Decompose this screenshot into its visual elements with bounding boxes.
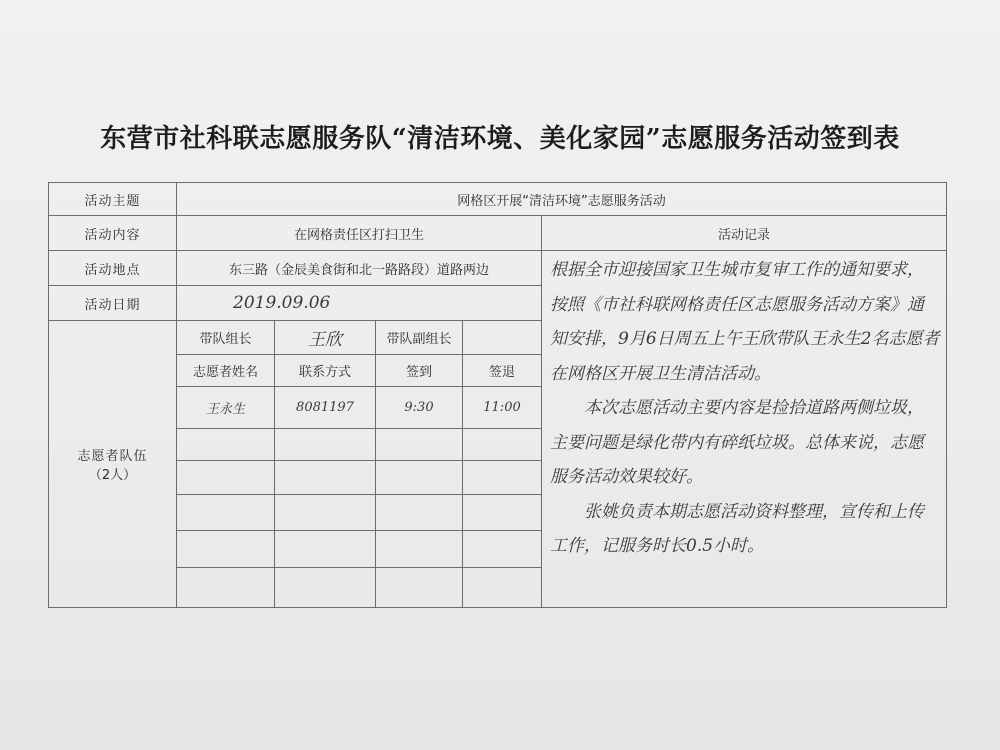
leader-name: 王欣 [275,321,376,355]
location-label: 活动地点 [49,251,177,286]
volunteer-sign-out [463,461,542,495]
volunteer-sign-out [463,531,542,568]
date-value: 2019.09.06 [177,286,542,321]
record-paragraph: 本次志愿活动主要内容是捡拾道路两侧垃圾，主要问题是绿化带内有碎纸垃圾。总体来说，志愿服务活动效果较好。 [550,398,924,487]
volunteer-sign-in: 9:30 [376,387,463,429]
theme-row [49,183,947,216]
team-label: 志愿者队伍 [77,449,148,464]
content-row [49,216,947,251]
empty-cell [177,568,275,608]
volunteer-sign-in [376,461,463,495]
column-header-sign-out: 签退 [463,355,542,387]
location-value: 东三路（金辰美食街和北一路路段）道路两边 [177,251,542,286]
volunteer-contact [275,429,376,461]
record-paragraph: 根据全市迎接国家卫生城市复审工作的通知要求，按照《市社科联网格责任区志愿服务活动方案》通知安排，9月6日周五上午王欣带队王永生2名志愿者在网格区开展卫生清洁活动。 [550,260,940,384]
volunteer-name: 王永生 [177,387,275,429]
volunteer-name [177,461,275,495]
column-header-sign-in: 签到 [376,355,463,387]
vice-leader-label: 带队副组长 [376,321,463,355]
content-label: 活动内容 [49,216,177,251]
column-header-name: 志愿者姓名 [177,355,275,387]
volunteer-name [177,495,275,531]
leader-label: 带队组长 [177,321,275,355]
date-label: 活动日期 [49,286,177,321]
volunteer-contact [275,495,376,531]
team-label-cell [49,321,177,608]
volunteer-sign-out: 11:00 [463,387,542,429]
record-label: 活动记录 [542,216,947,251]
volunteer-name [177,531,275,568]
empty-cell [463,568,542,608]
record-paragraph: 张姚负责本期志愿活动资料整理，宣传和上传工作，记服务时长0.5小时。 [550,501,924,556]
team-count: （2人） [88,468,137,483]
volunteer-sign-in [376,429,463,461]
volunteer-sign-in [376,495,463,531]
volunteer-contact [275,531,376,568]
empty-cell [376,568,463,608]
content-value: 在网格责任区打扫卫生 [177,216,542,251]
volunteer-sign-out [463,495,542,531]
record-cell [542,251,947,608]
vice-leader-name [463,321,542,355]
page-title: 东营市社科联志愿服务队“清洁环境、美化家园”志愿服务活动签到表 [100,124,900,154]
location-row [49,251,947,286]
empty-cell [275,568,376,608]
activity-record-text [542,251,946,564]
volunteer-sign-in [376,531,463,568]
theme-label: 活动主题 [49,183,177,216]
volunteer-name [177,429,275,461]
volunteer-contact [275,461,376,495]
theme-value: 网格区开展“清洁环境”志愿服务活动 [177,183,947,216]
volunteer-contact: 8081197 [275,387,376,429]
column-header-contact: 联系方式 [275,355,376,387]
volunteer-sign-out [463,429,542,461]
sign-in-table [48,182,947,608]
